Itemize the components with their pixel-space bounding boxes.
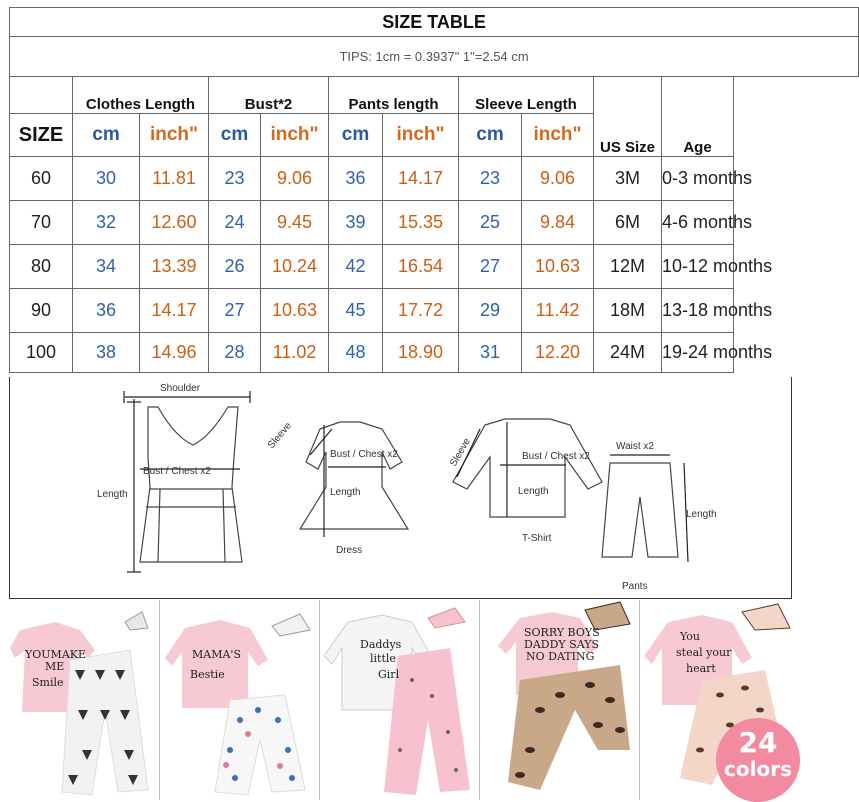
product-photo[interactable] — [480, 600, 640, 800]
clothes-length-cm: 38 — [73, 333, 140, 373]
sleeve-length-inch: 9.06 — [522, 157, 594, 201]
bust-inch: 10.63 — [261, 289, 329, 333]
product-photo[interactable] — [320, 600, 480, 800]
sleeve-length-inch: 9.84 — [522, 201, 594, 245]
headband-icon — [272, 614, 310, 636]
headband-icon — [742, 604, 790, 630]
table-title: SIZE TABLE — [10, 8, 859, 37]
age-header: Age — [662, 77, 734, 157]
age-cell: 19-24 months — [662, 333, 734, 373]
pants-length-inch: 16.54 — [383, 245, 459, 289]
sleeve-length-cm: 31 — [459, 333, 522, 373]
clothes-length-cm: 30 — [73, 157, 140, 201]
headband-icon — [125, 612, 148, 630]
us-size-cell: 12M — [594, 245, 662, 289]
product-photo[interactable] — [160, 600, 320, 800]
size-table — [9, 7, 859, 373]
clothes-length-inch: 14.96 — [140, 333, 209, 373]
us-size-cell: 24M — [594, 333, 662, 373]
bust-cm: 23 — [209, 157, 261, 201]
unit-inch: inch" — [140, 114, 209, 157]
table-row — [10, 289, 859, 333]
bust-label-3: Bust / Chest x2 — [522, 451, 590, 462]
waist-label: Waist x2 — [616, 441, 654, 452]
size-cell: 60 — [10, 157, 73, 201]
unit-cm: cm — [459, 114, 522, 157]
pants-length-cm: 45 — [329, 289, 383, 333]
length-label-4: Length — [686, 509, 717, 520]
svg-text:DADDY SAYS: DADDY SAYS — [524, 638, 599, 651]
measurement-diagram-panel — [9, 377, 792, 599]
clothes-length-inch: 14.17 — [140, 289, 209, 333]
svg-text:steal your: steal your — [676, 646, 732, 659]
svg-text:You: You — [680, 630, 701, 643]
pants-length-cm: 42 — [329, 245, 383, 289]
pants-length-inch: 17.72 — [383, 289, 459, 333]
clothes-length-header: Clothes Length — [73, 77, 209, 114]
pants-length-header: Pants length — [329, 77, 459, 114]
pants-length-inch: 14.17 — [383, 157, 459, 201]
clothes-length-inch: 13.39 — [140, 245, 209, 289]
product-photo[interactable] — [0, 600, 160, 800]
sleeve-label-2: Sleeve — [448, 436, 473, 469]
tshirt-label: T-Shirt — [522, 533, 552, 544]
unit-inch: inch" — [522, 114, 594, 157]
pants-outline — [602, 463, 678, 557]
pants-icon — [508, 665, 630, 790]
sleeve-length-cm: 25 — [459, 201, 522, 245]
length-label-1: Length — [97, 489, 128, 500]
sleeve-length-inch: 11.42 — [522, 289, 594, 333]
unit-inch: inch" — [383, 114, 459, 157]
dress-outline — [300, 422, 408, 529]
unit-cm: cm — [73, 114, 140, 157]
pants-length-cm: 39 — [329, 201, 383, 245]
unit-inch: inch" — [261, 114, 329, 157]
unit-cm: cm — [209, 114, 261, 157]
us-size-cell: 3M — [594, 157, 662, 201]
table-row — [10, 333, 859, 373]
age-cell: 13-18 months — [662, 289, 734, 333]
clothes-length-cm: 36 — [73, 289, 140, 333]
age-cell: 0-3 months — [662, 157, 734, 201]
pants-label: Pants — [622, 581, 648, 592]
bust-inch: 9.06 — [261, 157, 329, 201]
bust-header: Bust*2 — [209, 77, 329, 114]
table-row — [10, 157, 859, 201]
sleeve-length-inch: 12.20 — [522, 333, 594, 373]
pants-length-inch: 18.90 — [383, 333, 459, 373]
table-row — [10, 201, 859, 245]
us-size-header: US Size — [594, 77, 662, 157]
svg-text:YOUMAKE: YOUMAKE — [25, 648, 87, 661]
us-size-cell: 6M — [594, 201, 662, 245]
svg-text:ME: ME — [45, 660, 65, 673]
svg-text:Girl: Girl — [378, 668, 400, 681]
length-label-2: Length — [330, 487, 361, 498]
sleeve-length-cm: 27 — [459, 245, 522, 289]
sleeve-length-cm: 29 — [459, 289, 522, 333]
clothes-length-inch: 12.60 — [140, 201, 209, 245]
sleeve-label-1: Sleeve — [265, 420, 294, 451]
bust-cm: 24 — [209, 201, 261, 245]
shirt-icon — [165, 620, 268, 708]
pants-length-cm: 36 — [329, 157, 383, 201]
bust-inch: 10.24 — [261, 245, 329, 289]
sleeve-length-header: Sleeve Length — [459, 77, 594, 114]
bust-label-2: Bust / Chest x2 — [330, 449, 398, 460]
conversion-tips: TIPS: 1cm = 0.3937" 1"=2.54 cm — [10, 37, 859, 77]
svg-text:little: little — [370, 652, 396, 665]
svg-text:MAMA'S: MAMA'S — [192, 648, 241, 661]
product-photos — [0, 600, 800, 800]
table-row — [10, 245, 859, 289]
shoulder-label: Shoulder — [160, 383, 201, 394]
measurement-diagrams — [10, 377, 793, 599]
age-cell: 4-6 months — [662, 201, 734, 245]
unit-cm: cm — [329, 114, 383, 157]
blank-corner — [10, 77, 73, 114]
tank-top-seams — [146, 489, 236, 562]
svg-text:Smile: Smile — [32, 676, 64, 689]
svg-text:Bestie: Bestie — [190, 668, 225, 681]
sleeve-length-inch: 10.63 — [522, 245, 594, 289]
pants-icon — [62, 650, 148, 795]
size-header: SIZE — [10, 114, 73, 157]
age-cell: 10-12 months — [662, 245, 734, 289]
pants-length-cm: 48 — [329, 333, 383, 373]
bust-inch: 9.45 — [261, 201, 329, 245]
size-cell: 80 — [10, 245, 73, 289]
headband-icon — [428, 608, 465, 628]
svg-text:NO DATING: NO DATING — [526, 650, 595, 663]
bust-inch: 11.02 — [261, 333, 329, 373]
size-cell: 70 — [10, 201, 73, 245]
size-cell: 90 — [10, 289, 73, 333]
clothes-length-cm: 34 — [73, 245, 140, 289]
clothes-length-inch: 11.81 — [140, 157, 209, 201]
svg-text:heart: heart — [686, 662, 716, 675]
us-size-cell: 18M — [594, 289, 662, 333]
sleeve-arrow-1 — [310, 429, 332, 455]
svg-text:SORRY BOYS: SORRY BOYS — [524, 626, 600, 639]
sleeve-length-cm: 23 — [459, 157, 522, 201]
bust-cm: 28 — [209, 333, 261, 373]
bust-cm: 26 — [209, 245, 261, 289]
dress-label: Dress — [336, 545, 363, 556]
size-cell: 100 — [10, 333, 73, 373]
svg-text:Daddys: Daddys — [360, 638, 402, 651]
color-word: colors — [724, 757, 792, 781]
tank-top-outline — [140, 407, 242, 562]
pants-length-inch: 15.35 — [383, 201, 459, 245]
color-count-badge — [716, 718, 800, 802]
length-label-3: Length — [518, 486, 549, 497]
bust-label-1: Bust / Chest x2 — [143, 466, 211, 477]
color-count: 24 — [738, 726, 778, 759]
bust-cm: 27 — [209, 289, 261, 333]
clothes-length-cm: 32 — [73, 201, 140, 245]
tshirt-outline — [453, 419, 602, 517]
